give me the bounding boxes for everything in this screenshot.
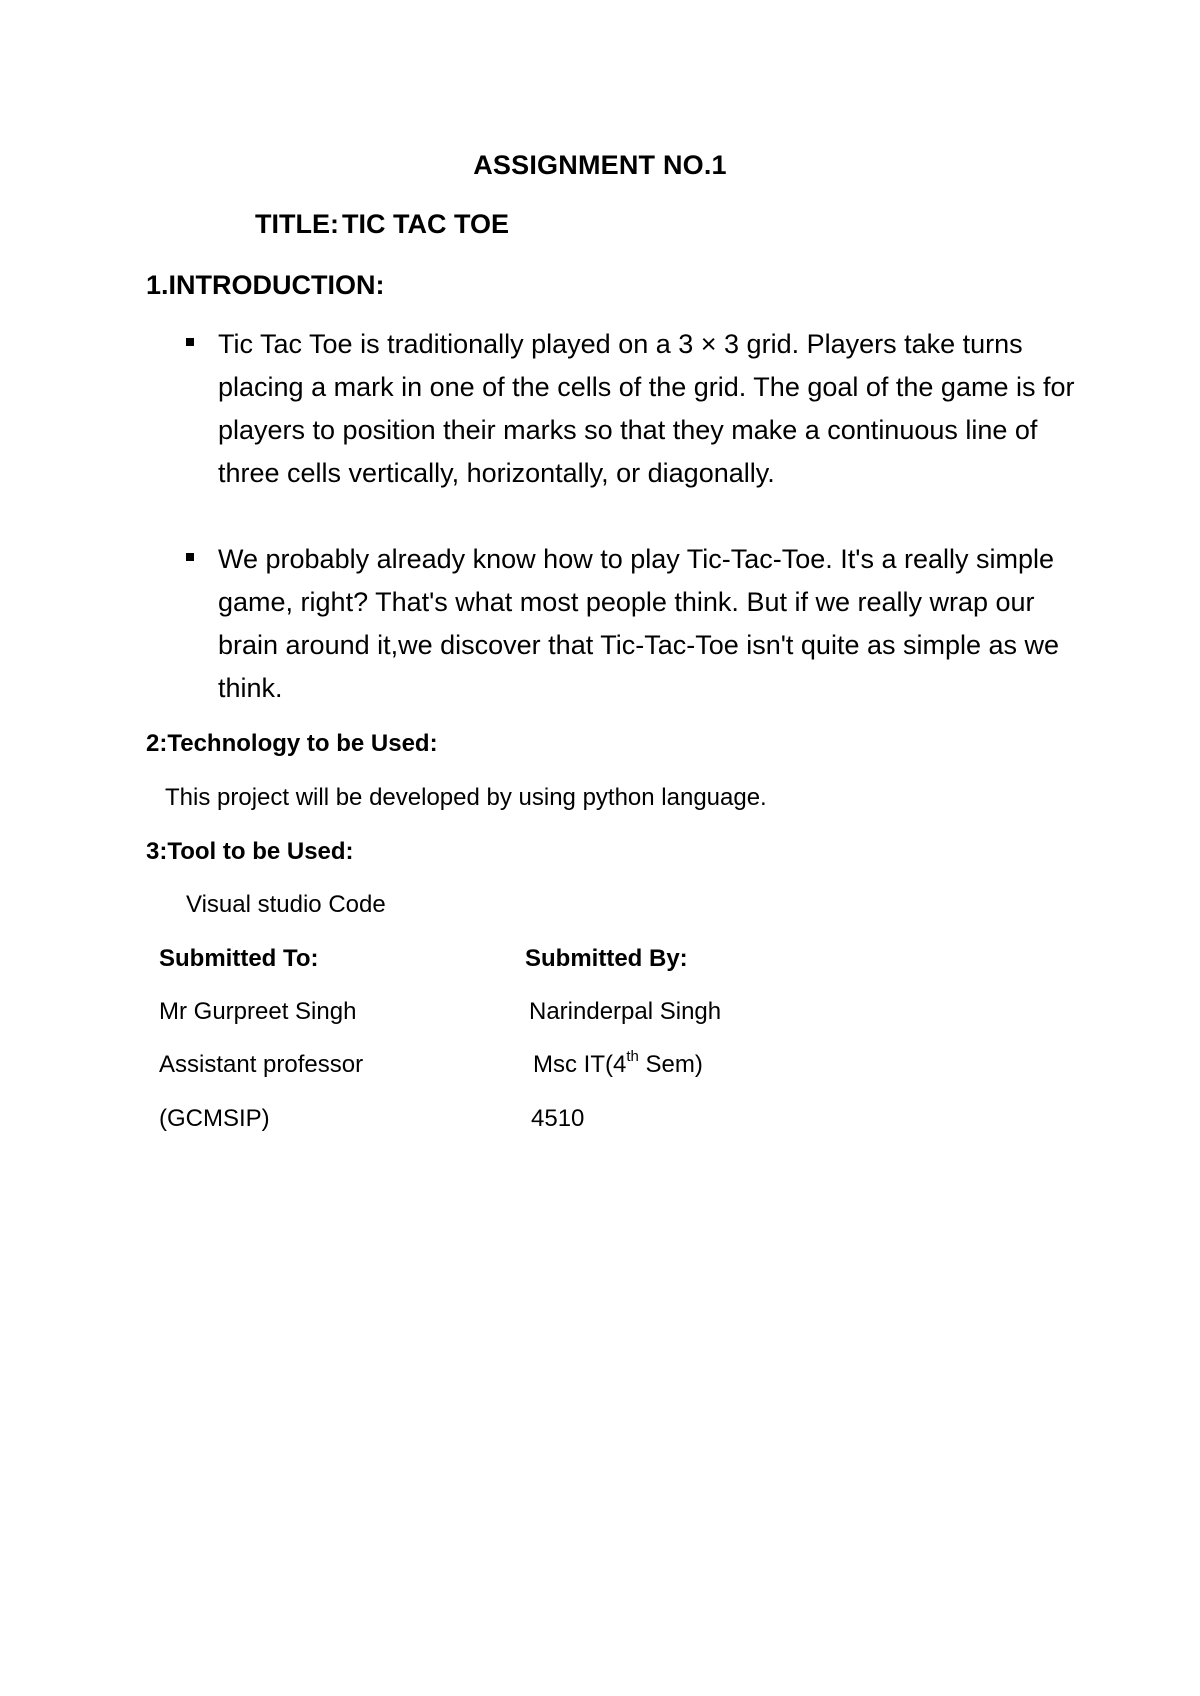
- bullet-marker: [186, 338, 194, 346]
- introduction-bullet-1: Tic Tac Toe is traditionally played on a 3 × 3 grid. Players take turns placing a mark in one of the cells of the grid. The goal of the game is for players to position their marks so that they make a continuous line of three cells vertically, horizontally, or diagonally.: [218, 329, 1075, 488]
- technology-text: This project will be developed by using python language.: [165, 784, 767, 811]
- bullet-marker: [186, 553, 194, 561]
- submitted-by-roll-number: 4510: [531, 1105, 585, 1132]
- technology-heading: 2:Technology to be Used:: [146, 730, 438, 757]
- tool-heading: 3:Tool to be Used:: [146, 838, 354, 865]
- course-suffix: Sem): [638, 1051, 703, 1078]
- tool-text: Visual studio Code: [186, 891, 386, 918]
- submitted-by-label: Submitted By:: [525, 945, 688, 972]
- submitted-by-course: [533, 1048, 703, 1079]
- title-value: TIC TAC TOE: [342, 209, 509, 239]
- assignment-heading: ASSIGNMENT NO.1: [473, 150, 727, 180]
- course-prefix: Msc IT(4: [533, 1051, 627, 1078]
- submitted-by-name: Narinderpal Singh: [529, 998, 722, 1025]
- submitted-to-designation: Assistant professor: [159, 1051, 364, 1078]
- introduction-bullet-2: We probably already know how to play Tic-Tac-Toe. It's a really simple game, right? That's what most people think. But if we really wrap our brain around it,we discover that Tic-Tac-Toe isn't quite as simple as we think.: [218, 544, 1060, 703]
- submitted-to-name: Mr Gurpreet Singh: [159, 998, 357, 1025]
- title-label: TITLE:: [255, 209, 339, 239]
- course-superscript: th: [626, 1048, 639, 1065]
- submitted-to-label: Submitted To:: [159, 945, 319, 972]
- introduction-heading: 1.INTRODUCTION:: [146, 270, 385, 300]
- submitted-to-institution: (GCMSIP): [159, 1105, 270, 1132]
